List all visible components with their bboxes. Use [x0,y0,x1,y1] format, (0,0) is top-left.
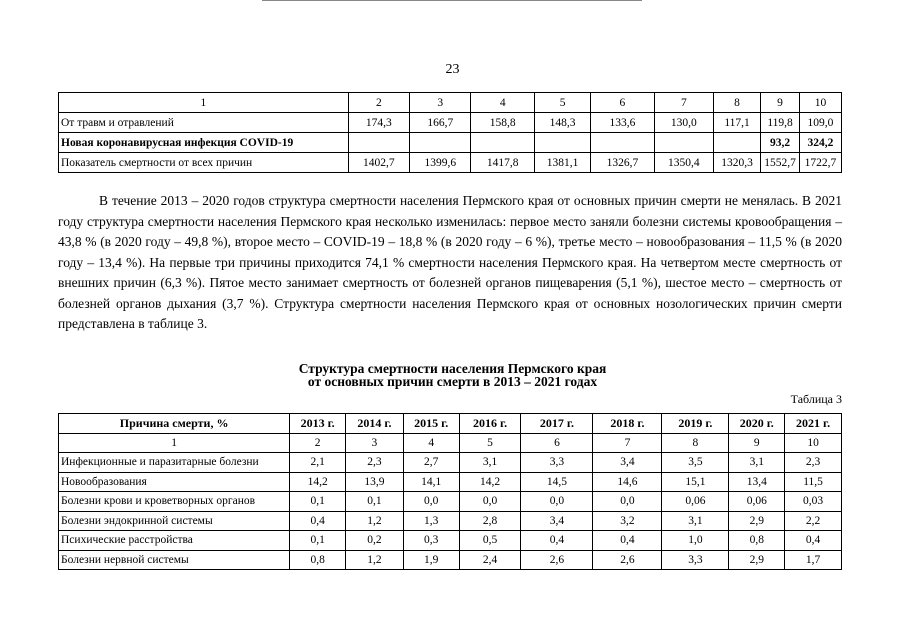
table-cell: 0,8 [290,550,346,570]
table-cell: 0,4 [593,531,662,551]
table-cell: 0,0 [521,492,593,512]
table-cell: 2,7 [403,453,459,473]
column-number: 10 [799,93,841,113]
column-number: 7 [593,433,662,453]
table-header-row [59,414,842,434]
row-label: Новообразования [59,472,290,492]
column-header: Причина смерти, % [59,414,290,434]
column-header: 2020 г. [729,414,785,434]
table-title-line-1: Структура смертности населения Пермского края [298,361,607,376]
table-cell: 0,0 [459,492,521,512]
table-cell: 3,1 [662,511,729,531]
column-number: 2 [290,433,346,453]
column-number: 3 [346,433,404,453]
table-cell: 1350,4 [654,153,713,173]
table-cell: 1,7 [785,550,842,570]
row-label: Болезни эндокринной системы [59,511,290,531]
column-header: 2017 г. [521,414,593,434]
column-number: 6 [591,93,654,113]
table-row [59,472,842,492]
column-number: 7 [654,93,713,113]
table-row [59,133,842,153]
table-cell: 0,03 [785,492,842,512]
column-header: 2019 г. [662,414,729,434]
table-row [59,550,842,570]
table-cell: 2,6 [593,550,662,570]
column-header: 2021 г. [785,414,842,434]
table-cell: 117,1 [714,113,761,133]
table-title-line-2: от основных причин смерти в 2013 – 2021 годах [307,374,598,389]
table-cell: 1320,3 [714,153,761,173]
table-cell: 1722,7 [799,153,841,173]
table-cell: 1326,7 [591,153,654,173]
table-title [0,362,905,388]
table-cell: 0,8 [729,531,785,551]
table-row [59,153,842,173]
table-row [59,531,842,551]
table-cell: 3,3 [521,453,593,473]
column-header: 2018 г. [593,414,662,434]
table-cell: 0,1 [346,492,404,512]
table-cell: 1,2 [346,550,404,570]
column-number: 5 [534,93,590,113]
column-number: 3 [410,93,471,113]
table-cell: 0,0 [593,492,662,512]
table-cell: 1417,8 [471,153,534,173]
column-number: 8 [714,93,761,113]
table-cell: 0,0 [403,492,459,512]
body-paragraph: В течение 2013 – 2020 годов структура смертности населения Пермского края от основных причин смерти не менялась. В 2021 году структура смертности населения Пермского края несколько изменилась: первое место заняли болезни системы кровообращения – 43,8 % (в 2020 году – 49,8 %), второе место – COVID-19 – 18,8 % (в 2020 году – 6 %), третье место – новообразования – 11,5 % (в 2020 году – 13,4 %). На первые три причины приходится 74,1 % смертности населения Пермского края. На четвертом месте смертность от внешних причин (6,3 %). Пятое место занимает смертность от болезней органов пищеварения (5,1 %), шестое место – смертность от болезней органов дыхания (3,7 %). Структура смертности населения Пермского края от основных нозологических причин смерти представлена в таблице 3. [58,193,842,331]
row-label: От травм и отравлений [59,113,349,133]
table-cell: 2,8 [459,511,521,531]
table-cell: 14,5 [521,472,593,492]
table-row [59,492,842,512]
table-cell: 158,8 [471,113,534,133]
row-label: Показатель смертности от всех причин [59,153,349,173]
table-cell: 11,5 [785,472,842,492]
column-header: 2016 г. [459,414,521,434]
table-cell: 1399,6 [410,153,471,173]
continued-table [58,92,842,173]
table-cell [591,133,654,153]
row-label: Болезни нервной системы [59,550,290,570]
table-label: Таблица 3 [790,392,842,406]
table-cell: 3,4 [593,453,662,473]
table-cell: 174,3 [348,113,409,133]
table-cell [471,133,534,153]
table-cell: 1,3 [403,511,459,531]
table-cell: 109,0 [799,113,841,133]
table-cell: 0,4 [785,531,842,551]
table-cell: 0,2 [346,531,404,551]
table-cell: 148,3 [534,113,590,133]
row-label: Инфекционные и паразитарные болезни [59,453,290,473]
table-cell: 2,2 [785,511,842,531]
table-cell [348,133,409,153]
table-cell: 3,1 [459,453,521,473]
table-cell: 2,9 [729,511,785,531]
top-rule [262,0,642,1]
table-cell: 1,9 [403,550,459,570]
table-cell: 0,4 [521,531,593,551]
table-cell: 166,7 [410,113,471,133]
table-cell: 93,2 [761,133,800,153]
table-cell: 3,4 [521,511,593,531]
table-header-row [59,93,842,113]
table-cell: 119,8 [761,113,800,133]
table-cell [654,133,713,153]
table-cell: 2,1 [290,453,346,473]
table-cell: 1,0 [662,531,729,551]
table-cell: 1402,7 [348,153,409,173]
table-cell [410,133,471,153]
column-number: 1 [59,93,349,113]
table-cell: 133,6 [591,113,654,133]
table-cell: 3,5 [662,453,729,473]
table-cell: 0,06 [729,492,785,512]
table-cell: 0,1 [290,492,346,512]
column-number: 4 [403,433,459,453]
table-cell: 2,4 [459,550,521,570]
column-number: 1 [59,433,290,453]
column-header: 2015 г. [403,414,459,434]
column-number: 8 [662,433,729,453]
table-cell: 3,3 [662,550,729,570]
table-cell: 130,0 [654,113,713,133]
table-cell: 14,2 [459,472,521,492]
table-cell: 13,4 [729,472,785,492]
table-cell: 2,3 [785,453,842,473]
table-row [59,113,842,133]
row-label: Психические расстройства [59,531,290,551]
column-header: 2014 г. [346,414,404,434]
column-number: 2 [348,93,409,113]
table-cell: 14,2 [290,472,346,492]
mortality-structure-table [58,413,842,570]
table-row [59,511,842,531]
column-number: 9 [761,93,800,113]
table-cell: 0,5 [459,531,521,551]
column-number: 5 [459,433,521,453]
table-cell: 1381,1 [534,153,590,173]
table-cell [714,133,761,153]
column-header: 2013 г. [290,414,346,434]
table-cell: 1,2 [346,511,404,531]
table-cell: 0,06 [662,492,729,512]
table-cell: 324,2 [799,133,841,153]
table-cell: 14,6 [593,472,662,492]
table-cell: 15,1 [662,472,729,492]
table-cell: 0,1 [290,531,346,551]
table-cell: 3,2 [593,511,662,531]
table-cell: 2,3 [346,453,404,473]
row-label: Новая коронавирусная инфекция COVID-19 [59,133,349,153]
table-cell: 0,3 [403,531,459,551]
table-cell: 2,6 [521,550,593,570]
table-cell: 2,9 [729,550,785,570]
column-number: 9 [729,433,785,453]
column-numbering-row [59,433,842,453]
table-cell: 3,1 [729,453,785,473]
column-number: 4 [471,93,534,113]
table-row [59,453,842,473]
table-cell: 13,9 [346,472,404,492]
table-cell: 0,4 [290,511,346,531]
table-cell: 1552,7 [761,153,800,173]
table-cell [534,133,590,153]
column-number: 10 [785,433,842,453]
column-number: 6 [521,433,593,453]
table-cell: 14,1 [403,472,459,492]
row-label: Болезни крови и кроветворных органов [59,492,290,512]
page-number: 23 [445,62,460,77]
